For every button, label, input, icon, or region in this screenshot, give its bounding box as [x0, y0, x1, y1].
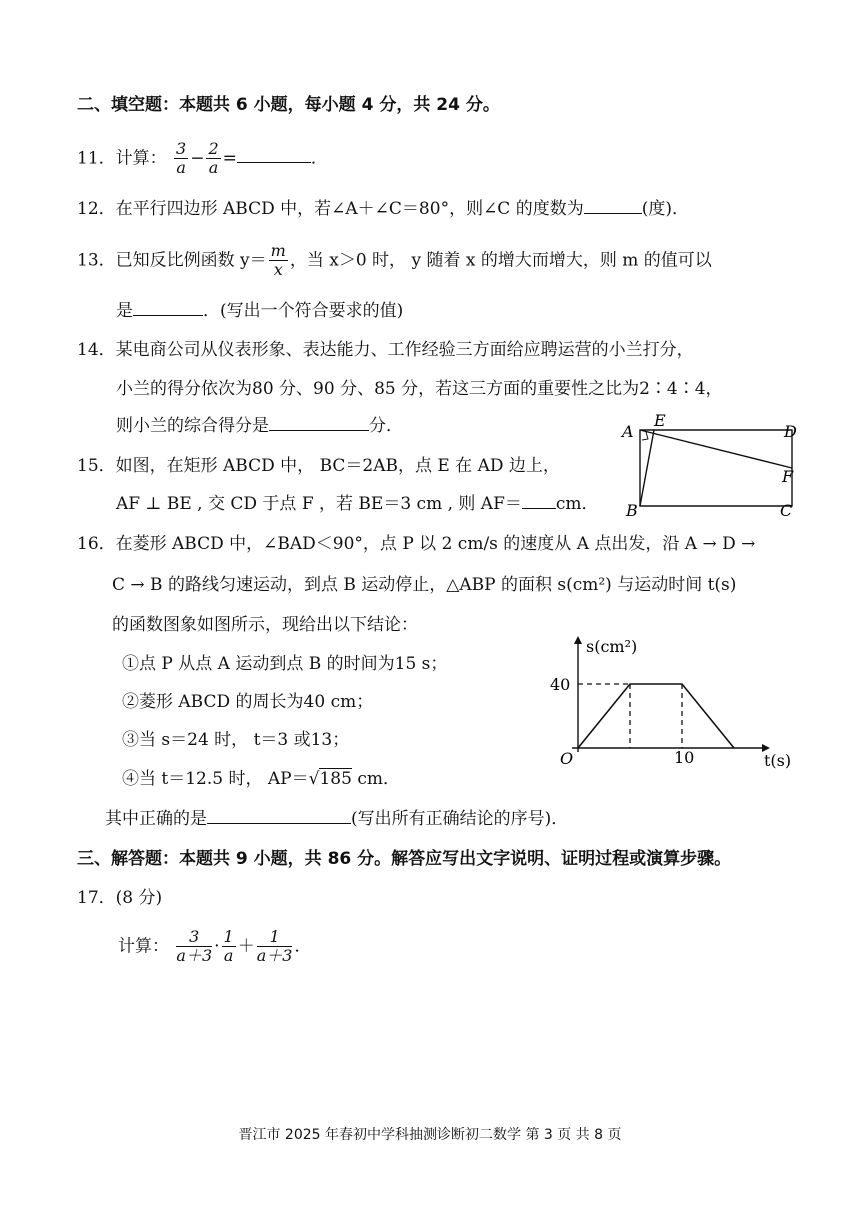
q17-fraction-1: $\frac{3}{a+3}$ [176, 927, 213, 966]
series-line [578, 684, 734, 748]
q17-end: ． [294, 936, 312, 957]
q12-suffix: (度)． [641, 199, 689, 219]
question-13-line-2 [116, 303, 403, 320]
origin-label: O [560, 749, 574, 768]
function-graph [540, 630, 800, 775]
label-f: F [782, 467, 794, 486]
c4-text: ④当 t＝12.5 时， AP＝ [122, 769, 309, 789]
y-tick-label: 40 [550, 675, 571, 694]
section-3-heading: 三、解答题：本题共 9 小题，共 86 分。解答应写出文字说明、证明过程或演算步骤。 [77, 849, 732, 869]
q15-line2-b: cm． [555, 494, 599, 514]
q11-fraction-1: $\frac{3}{a}$ [176, 139, 187, 178]
answer-blank[interactable] [269, 430, 369, 431]
q17-dot: · [214, 936, 220, 957]
conclusion-3: ③当 s＝24 时， t＝3 或13； [122, 730, 350, 750]
q13-text-2: ，当 x＞0 时， y 随着 x 的增大而增大，则 m 的值可以 [289, 250, 712, 271]
q11-equals: = [222, 148, 237, 169]
q13-text-1: 已知反比例函数 y＝ [115, 250, 267, 271]
q11-end: ． [310, 148, 328, 169]
label-d: D [784, 422, 797, 441]
q12-text: 12．在平行四边形 ABCD 中，若∠A＋∠C＝80°，则∠C 的度数为 [77, 199, 584, 219]
conclusion-4 [122, 771, 400, 788]
rectangle-abcd [640, 430, 792, 506]
question-14-line-2: 小兰的得分依次为80 分、90 分、85 分，若这三方面的重要性之比为2∶4∶4， [116, 379, 723, 399]
question-15-line-1: 15．如图，在矩形 ABCD 中， BC＝2AB，点 E 在 AD 边上， [77, 456, 560, 476]
rectangle-figure [616, 412, 806, 520]
segment-be [640, 430, 654, 506]
answer-blank[interactable] [133, 315, 203, 316]
answer-blank[interactable] [207, 823, 351, 824]
question-17-header: 17．(8 分) [77, 888, 163, 908]
label-c: C [780, 501, 793, 520]
q17-fraction-3: $\frac{1}{a+3}$ [256, 927, 293, 966]
question-16-line-1: 16．在菱形 ABCD 中，∠BAD＜90°，点 P 以 2 cm/s 的速度从 A 点出发，沿 A → D → [77, 534, 756, 554]
conclusion-1: ①点 P 从点 A 运动到点 B 的时间为15 s； [122, 654, 448, 674]
label-a: A [622, 422, 634, 441]
answer-blank[interactable] [237, 162, 311, 163]
q13-number: 13． [77, 250, 116, 271]
label-b: B [626, 501, 638, 520]
right-angle-mark [642, 432, 648, 440]
q17-plus: ＋ [237, 936, 255, 957]
question-16-line-2: C → B 的路线匀速运动，到点 B 运动停止，△ABP 的面积 s(cm²) 与运动时间 t(s) [112, 575, 737, 595]
q11-prefix: 计算： [115, 148, 167, 169]
question-12 [77, 201, 689, 218]
question-16-line-3: 的函数图象如图所示，现给出以下结论： [112, 615, 418, 635]
q15-line2-a: AF ⊥ BE , 交 CD 于点 F ，若 BE＝3 cm , 则 AF＝ [116, 494, 522, 514]
x-axis-label: t(s) [764, 751, 792, 770]
answer-blank[interactable] [522, 508, 556, 509]
question-16-answer-line [105, 811, 568, 828]
question-15-line-2 [116, 496, 599, 513]
q13-line2-a: 是 [116, 301, 133, 321]
q16-answer-suffix: (写出所有正确结论的序号)． [351, 809, 569, 829]
q17-fraction-2: $\frac{1}{a}$ [223, 927, 234, 966]
question-11 [77, 140, 328, 178]
q13-fraction: $\frac{m}{x}$ [270, 241, 286, 280]
label-e: E [654, 412, 666, 430]
question-17-expression [118, 928, 311, 966]
question-13 [77, 242, 712, 280]
q11-minus: − [190, 148, 205, 169]
q17-prefix: 计算： [118, 936, 169, 957]
c4-unit: cm． [351, 769, 400, 789]
page-footer: 晋江市 2025 年春初中学科抽测诊断初二数学 第 3 页 共 8 页 [238, 1127, 622, 1143]
q16-answer-prefix: 其中正确的是 [105, 809, 207, 829]
q14-line3-b: 分． [369, 416, 403, 436]
question-14-line-1: 14．某电商公司从仪表形象、表达能力、工作经验三方面给应聘运营的小兰打分， [77, 340, 694, 360]
question-14-line-3 [116, 418, 403, 435]
y-axis-label: s(cm²) [586, 637, 638, 656]
conclusion-2: ②菱形 ABCD 的周长为40 cm； [122, 692, 374, 712]
sqrt-sign: √ [308, 769, 320, 789]
y-axis-arrow [574, 636, 582, 644]
q11-fraction-2: $\frac{2}{a}$ [208, 139, 219, 178]
q11-number: 11． [77, 148, 116, 169]
q13-line2-b: ．(写出一个符合要求的值) [203, 301, 404, 321]
sqrt-radicand: 185 [319, 769, 352, 789]
q14-line3-a: 则小兰的综合得分是 [116, 416, 269, 436]
x-tick-label: 10 [674, 748, 695, 767]
section-2-heading: 二、填空题：本题共 6 小题，每小题 4 分，共 24 分。 [77, 95, 500, 115]
answer-blank[interactable] [584, 213, 642, 214]
segment-af [640, 430, 792, 468]
